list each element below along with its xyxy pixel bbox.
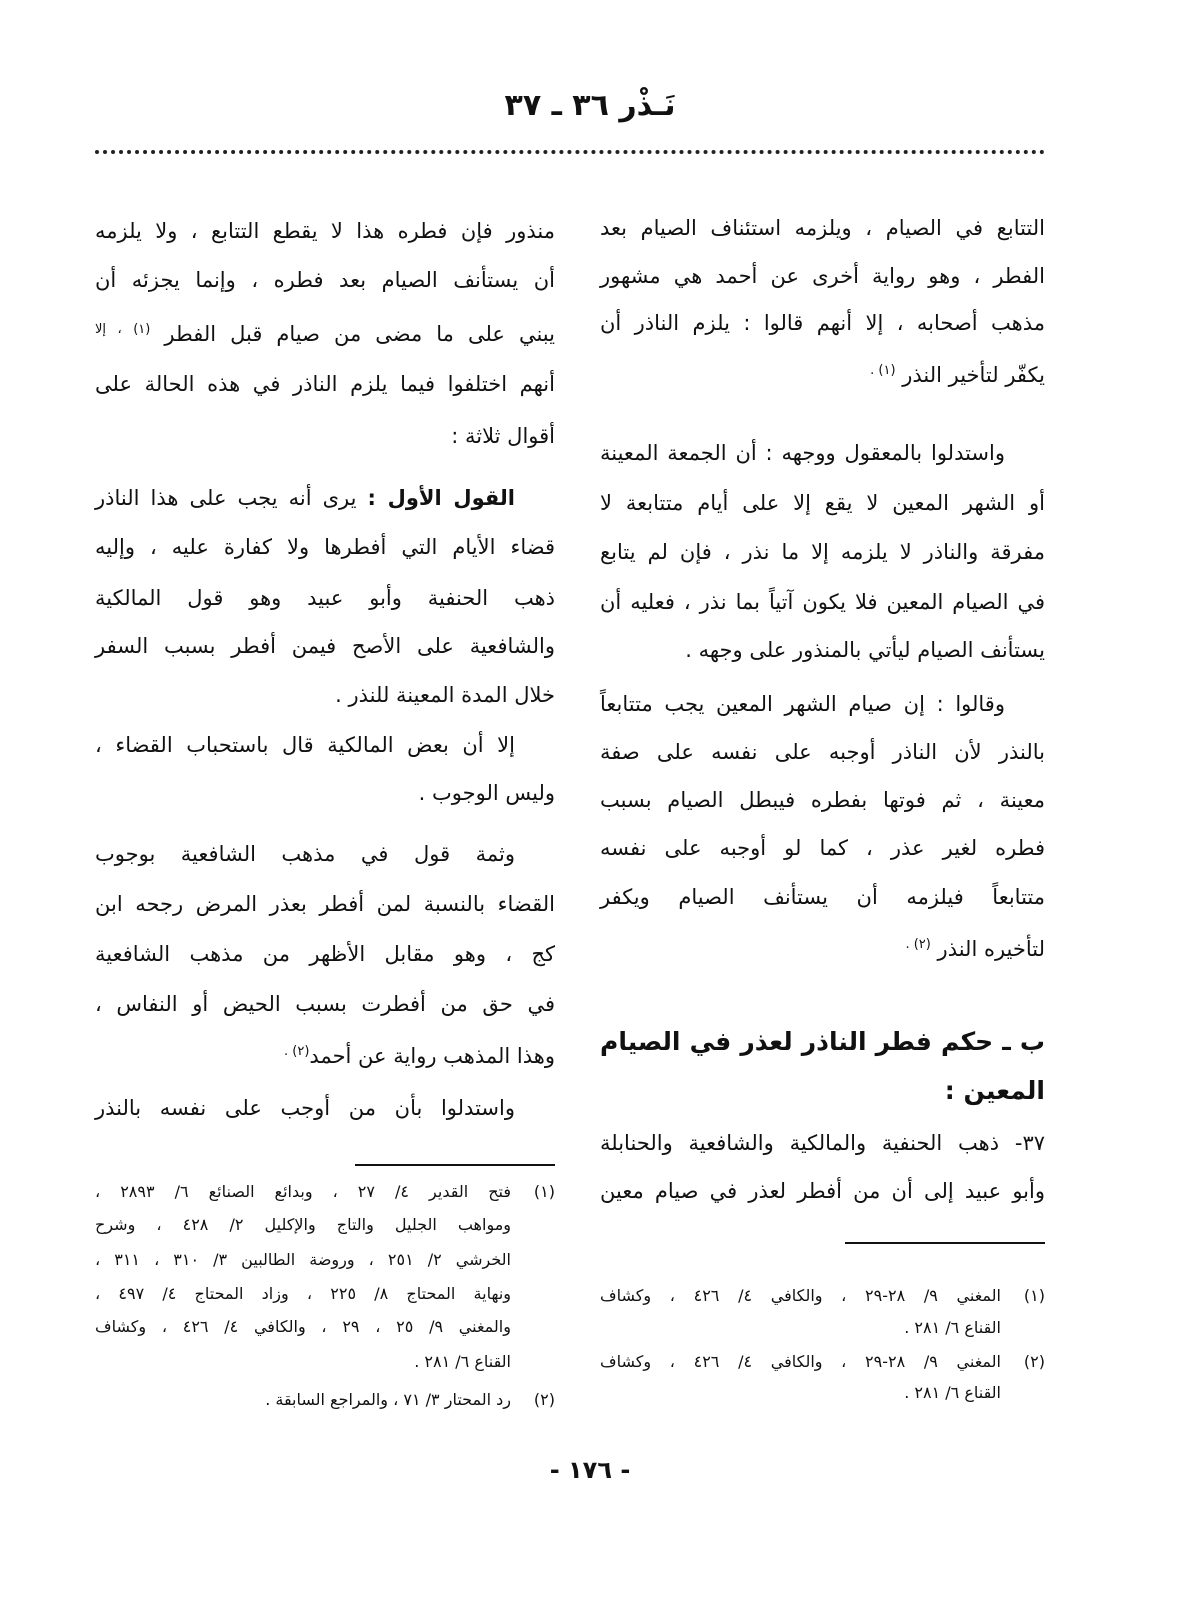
text-line: بالنذر لأن الناذر أوجبه على نفسه على صفة	[600, 740, 1045, 764]
footnote-text: المغني ٩/ ٢٨-٢٩ ، والكافي ٤/ ٤٢٦ ، وكشاف	[600, 1286, 1001, 1305]
text-span: يرى أنه يجب على هذا الناذر	[95, 486, 357, 510]
text-line: الفطر ، وهو رواية أخرى عن أحمد هي مشهور	[600, 264, 1045, 288]
text-line: أنهم اختلفوا فيما يلزم الناذر في هذه الحالة على	[95, 372, 555, 396]
text-line: أقوال ثلاثة :	[451, 424, 555, 448]
text-line: وقالوا : إن صيام الشهر المعين يجب متتابعاً	[600, 692, 1005, 716]
text-span: يبني على ما مضى من صيام قبل الفطر	[164, 322, 555, 346]
footnote-line: القناع ٦/ ٢٨١ .	[414, 1352, 511, 1371]
text-line: وأبو عبيد إلى أن من أفطر لعذر في صيام معين	[600, 1179, 1045, 1203]
footnote-ref: (٢) .	[284, 1044, 310, 1059]
footnote-line: الخرشي ٢/ ٢٥١ ، وروضة الطالبين ٣/ ٣١٠ ، ٣١١ ،	[95, 1250, 511, 1269]
text-line: مذهب أصحابه ، إلا أنهم قالوا : يلزم الناذر أن	[600, 311, 1045, 335]
text-span: وهذا المذهب رواية عن أحمد	[309, 1044, 555, 1068]
footnote-ref: (٢) .	[905, 937, 931, 952]
text-line: والشافعية على الأصح فيمن أفطر بسبب السفر	[95, 634, 555, 658]
footnote-text: رد المحتار ٣/ ٧١ ، والمراجع السابقة .	[265, 1390, 511, 1409]
text-line: منذور فإن فطره هذا لا يقطع التتابع ، ولا يلزمه	[95, 219, 555, 243]
footnote-rule	[355, 1164, 555, 1166]
text-line	[600, 347, 1045, 395]
text-line: فطره لغير عذر ، كما لو أوجبه على نفسه	[600, 836, 1045, 860]
section-heading-cont: المعين :	[944, 1076, 1045, 1105]
right-column	[600, 0, 1045, 1500]
text-line: وليس الوجوب .	[418, 781, 555, 805]
text-line	[600, 921, 1045, 969]
text-line: واستدلوا بأن من أوجب على نفسه بالنذر	[95, 1096, 515, 1120]
footnote-number: (٢)	[533, 1390, 555, 1409]
text-span: يكفّر لتأخير النذر	[902, 363, 1045, 387]
text-line: يستأنف الصيام ليأتي بالمنذور على وجهه .	[685, 638, 1045, 662]
footnote-1	[95, 1176, 555, 1208]
footnote-text: المغني ٩/ ٢٨-٢٩ ، والكافي ٤/ ٤٢٦ ، وكشاف	[600, 1352, 1001, 1371]
text-line	[95, 474, 555, 522]
footnote-1	[600, 1280, 1045, 1312]
text-line: متتابعاً فيلزمه أن يستأنف الصيام ويكفر	[600, 885, 1045, 909]
footnote-line: القناع ٦/ ٢٨١ .	[904, 1318, 1001, 1337]
footnote-ref: (١) .	[870, 363, 896, 378]
footnote-number: (٢)	[1023, 1352, 1045, 1371]
opinion-label: القول الأول :	[367, 486, 515, 510]
text-line: في حق من أفطرت بسبب الحيض أو النفاس ،	[95, 992, 555, 1016]
footnote-rule	[845, 1242, 1045, 1244]
text-line: إلا أن بعض المالكية قال باستحباب القضاء ،	[95, 733, 515, 757]
text-line: مفرقة والناذر لا يلزمه إلا ما نذر ، فإن لم يتابع	[600, 540, 1045, 564]
left-column	[95, 0, 555, 1500]
footnote-ref: (١) ، إلا	[95, 322, 151, 337]
text-line	[95, 306, 555, 354]
footnote-line: القناع ٦/ ٢٨١ .	[904, 1383, 1001, 1402]
text-line: وثمة قول في مذهب الشافعية بوجوب	[95, 842, 515, 866]
text-line: ذهب الحنفية وأبو عبيد وهو قول المالكية	[95, 586, 555, 610]
text-line: ٣٧- ذهب الحنفية والمالكية والشافعية والحنابلة	[600, 1131, 1045, 1155]
running-header: نَـذْر ٣٦ ـ ٣٧	[504, 88, 676, 123]
text-line: في الصيام المعين فلا يكون آتياً بما نذر ، فعليه أن	[600, 590, 1045, 614]
text-line: القضاء بالنسبة لمن أفطر بعذر المرض رجحه ابن	[95, 892, 555, 916]
text-line: أن يستأنف الصيام بعد فطره ، وإنما يجزئه أن	[95, 268, 555, 292]
footnote-text: فتح القدير ٤/ ٢٧ ، وبدائع الصنائع ٦/ ٢٨٩٣ ،	[95, 1182, 511, 1201]
page-number: - ١٧٦ -	[549, 1456, 631, 1484]
footnote-2	[95, 1384, 555, 1416]
footnote-line: ونهاية المحتاج ٨/ ٢٢٥ ، وزاد المحتاج ٤/ ٤٩٧ ،	[95, 1284, 512, 1303]
footnote-number: (١)	[533, 1182, 555, 1201]
text-line	[95, 1028, 555, 1076]
section-heading: ب ـ حكم فطر الناذر لعذر في الصيام	[600, 1027, 1045, 1056]
footnote-2	[600, 1346, 1045, 1378]
footnote-number: (١)	[1023, 1286, 1045, 1305]
text-line: خلال المدة المعينة للنذر .	[335, 683, 555, 707]
footnote-line: والمغني ٩/ ٢٥ ، ٢٩ ، والكافي ٤/ ٤٢٦ ، وكشاف	[95, 1317, 511, 1336]
text-line: قضاء الأيام التي أفطرها ولا كفارة عليه ، وإليه	[95, 535, 555, 559]
text-line: كج ، وهو مقابل الأظهر من مذهب الشافعية	[95, 942, 555, 966]
text-line: أو الشهر المعين لا يقع إلا على أيام متتابعة لا	[600, 491, 1045, 515]
text-line: التتابع في الصيام ، ويلزمه استئناف الصيام بعد	[600, 216, 1045, 240]
text-span: لتأخيره النذر	[937, 937, 1045, 961]
text-line: معينة ، ثم فوتها بفطره فيبطل الصيام بسبب	[600, 788, 1045, 812]
footnote-line: ومواهب الجليل والتاج والإكليل ٢/ ٤٢٨ ، وشرح	[95, 1215, 511, 1234]
text-line: واستدلوا بالمعقول ووجهه : أن الجمعة المعينة	[600, 441, 1005, 465]
